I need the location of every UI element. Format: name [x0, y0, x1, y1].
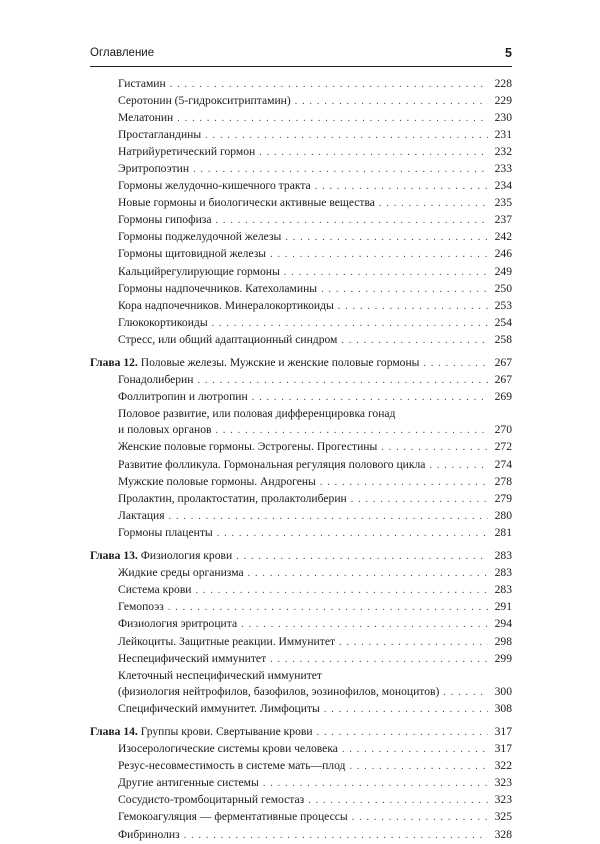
dot-leader	[197, 373, 488, 389]
dot-leader	[351, 492, 488, 508]
toc-entry-title: Резус-несовместимость в системе мать—плод	[118, 759, 346, 773]
toc-entry-page: 308	[494, 701, 512, 715]
toc-entry[interactable]	[90, 372, 512, 389]
running-header	[90, 47, 512, 63]
header-rule	[90, 66, 512, 67]
toc-entry-title: Стресс, или общий адаптационный синдром	[118, 332, 338, 346]
toc-entry[interactable]	[90, 332, 512, 349]
toc-entry-page: 291	[494, 600, 512, 614]
toc-entry-title: Гормоны надпочечников. Катехоламины	[118, 281, 318, 295]
toc-entry-title: Другие антигенные системы	[118, 776, 259, 790]
toc-entry-title: Жидкие среды организма	[118, 566, 244, 580]
toc-entry-title: Гормоны плаценты	[118, 525, 213, 539]
toc-entry[interactable]	[90, 565, 512, 582]
dot-leader	[423, 356, 488, 372]
toc-entry-page: 280	[494, 508, 512, 522]
dot-leader	[284, 265, 488, 281]
toc-entry-title: Гемопоэз	[118, 600, 164, 614]
dot-leader	[217, 526, 488, 542]
toc-entry-title: Фибринолиз	[118, 827, 180, 841]
dot-leader	[184, 828, 488, 844]
toc-entry-title: Мелатонин	[118, 111, 174, 125]
dot-leader	[196, 583, 488, 599]
toc-entry-title: Пролактин, пролактостатин, пролактолиберин	[118, 491, 347, 505]
chapter-page: 267	[494, 356, 512, 370]
chapter-heading-text	[90, 724, 313, 740]
toc-entry-title-line1[interactable]: Половое развитие, или половая дифференцировка гонад	[118, 407, 396, 421]
chapter-page: 283	[494, 549, 512, 563]
toc-entry[interactable]	[90, 827, 512, 844]
dot-leader	[252, 390, 488, 406]
toc-entry-title: Фоллитропин и лютропин	[118, 390, 248, 404]
toc-entry[interactable]	[90, 93, 512, 110]
dot-leader	[315, 179, 488, 195]
dot-leader	[352, 810, 488, 826]
toc-entry[interactable]	[90, 127, 512, 144]
toc-chapter-14	[90, 724, 512, 843]
dot-leader	[341, 333, 488, 349]
toc-entry[interactable]	[90, 439, 512, 456]
toc-entry[interactable]	[90, 809, 512, 826]
toc-entry-title: Специфический иммунитет. Лимфоциты	[118, 701, 320, 715]
toc-entry-title: Гистамин	[118, 77, 166, 90]
chapter-heading-text	[90, 548, 232, 564]
toc-entry[interactable]	[90, 246, 512, 263]
toc-entry-page: 272	[494, 440, 512, 454]
dot-leader	[263, 776, 488, 792]
table-of-contents	[90, 76, 512, 844]
dot-leader	[308, 793, 488, 809]
toc-entry-page: 294	[494, 617, 512, 631]
page-number: 5	[505, 46, 512, 60]
dot-leader	[241, 617, 488, 633]
toc-entry-title: Мужские половые гормоны. Андрогены	[118, 474, 316, 488]
toc-entry[interactable]	[90, 161, 512, 178]
toc-entry-title: Развитие фолликула. Гормональная регуляция полового цикла	[118, 457, 426, 471]
toc-entry-page: 323	[494, 776, 512, 790]
toc-entry[interactable]	[90, 599, 512, 616]
toc-entry[interactable]	[90, 389, 512, 406]
toc-entry-page: 283	[494, 583, 512, 597]
toc-entry[interactable]	[90, 264, 512, 281]
dot-leader	[324, 702, 488, 718]
toc-entry-title: Женские половые гормоны. Эстрогены. Прогестины	[118, 440, 378, 454]
toc-entry[interactable]	[90, 651, 512, 668]
toc-entry[interactable]	[90, 684, 512, 701]
toc-entry-title: Новые гормоны и биологически активные вещества	[118, 196, 375, 210]
toc-entry-page: 250	[494, 281, 512, 295]
dot-leader	[168, 600, 488, 616]
toc-entry-page: 234	[494, 179, 512, 193]
toc-entry[interactable]	[90, 582, 512, 599]
dot-leader	[321, 282, 488, 298]
toc-entry[interactable]	[90, 758, 512, 775]
chapter-heading-text	[90, 355, 419, 371]
toc-entry[interactable]	[90, 76, 512, 93]
toc-entry[interactable]	[90, 457, 512, 474]
toc-entry-title-line2: (физиология нейтрофилов, базофилов, эозинофилов, моноцитов)	[118, 684, 440, 698]
dot-leader	[248, 566, 488, 582]
toc-entry-title: Сосудисто-тромбоцитарный гемостаз	[118, 793, 305, 807]
toc-entry[interactable]	[90, 178, 512, 195]
toc-entry[interactable]	[90, 315, 512, 332]
toc-entry-page: 231	[494, 128, 512, 142]
chapter-label: Глава 13.	[90, 549, 138, 563]
toc-entry-page: 279	[494, 491, 512, 505]
toc-entry[interactable]	[90, 212, 512, 229]
chapter-title: Физиология крови	[140, 549, 233, 563]
dot-leader	[379, 196, 488, 212]
dot-leader	[295, 94, 488, 110]
toc-entry-page: 298	[494, 634, 512, 648]
dot-leader	[169, 509, 488, 525]
dot-leader	[236, 549, 488, 565]
toc-entry-page: 270	[494, 423, 512, 437]
toc-entry-title: Гормоны щитовидной железы	[118, 247, 267, 261]
dot-leader	[193, 162, 488, 178]
chapter-title: Группы крови. Свертывание крови	[140, 725, 313, 739]
dot-leader	[443, 685, 488, 701]
toc-entry-title: Кальцийрегулирующие гормоны	[118, 264, 280, 278]
chapter-title: Половые железы. Мужские и женские половые гормоны	[140, 356, 420, 370]
toc-entry-page: 274	[494, 457, 512, 471]
running-header-title: Оглавление	[90, 47, 155, 59]
toc-chapter-13	[90, 548, 512, 717]
dot-leader	[320, 475, 488, 491]
toc-entry-page: 249	[494, 264, 512, 278]
dot-leader	[317, 725, 488, 741]
dot-leader	[349, 759, 488, 775]
toc-entry[interactable]	[90, 491, 512, 508]
dot-leader	[270, 652, 488, 668]
toc-entry-page: 322	[494, 759, 512, 773]
toc-entry-page: 299	[494, 651, 512, 665]
toc-entry[interactable]	[90, 144, 512, 161]
dot-leader	[205, 128, 488, 144]
toc-entry[interactable]	[90, 229, 512, 246]
toc-entry-title: Кора надпочечников. Минералокортикоиды	[118, 298, 334, 312]
dot-leader	[429, 458, 488, 474]
chapter-heading[interactable]	[90, 355, 512, 372]
toc-entry[interactable]	[90, 508, 512, 525]
toc-entry[interactable]	[90, 775, 512, 792]
toc-entry[interactable]	[90, 281, 512, 298]
toc-entry-page: 328	[494, 827, 512, 841]
toc-entry-page: 317	[494, 742, 512, 756]
toc-entry-page: 237	[494, 213, 512, 227]
toc-entry[interactable]	[90, 525, 512, 542]
dot-leader	[270, 247, 488, 263]
chapter-label: Глава 12.	[90, 356, 138, 370]
toc-entry-title-line1[interactable]: Клеточный неспецифический иммунитет	[118, 668, 322, 682]
toc-entry-page: 278	[494, 474, 512, 488]
toc-entry-page: 242	[494, 230, 512, 244]
chapter-heading[interactable]	[90, 724, 512, 741]
toc-entry-title: Глюкокортикоиды	[118, 315, 208, 329]
dot-leader	[342, 742, 488, 758]
toc-entry[interactable]	[90, 422, 512, 439]
toc-entry-title: Эритропоэтин	[118, 162, 190, 176]
toc-entry-title: Простагландины	[118, 128, 202, 142]
toc-entry-page: 228	[494, 77, 512, 90]
toc-entry-title: Натрийуретический гормон	[118, 145, 256, 159]
toc-entry-page: 246	[494, 247, 512, 261]
dot-leader	[216, 213, 488, 229]
dot-leader	[339, 635, 488, 651]
dot-leader	[170, 77, 488, 93]
dot-leader	[285, 230, 488, 246]
toc-entry-page: 233	[494, 162, 512, 176]
dot-leader	[215, 423, 488, 439]
toc-entry-page: 230	[494, 111, 512, 125]
toc-entry-title: Лактация	[118, 508, 165, 522]
toc-entry-page: 283	[494, 566, 512, 580]
toc-entry-page: 258	[494, 332, 512, 346]
toc-entry-title: Гемокоагуляция — ферментативные процессы	[118, 810, 348, 824]
dot-leader	[177, 111, 488, 127]
chapter-page: 317	[494, 725, 512, 739]
toc-entry-page: 281	[494, 525, 512, 539]
toc-entry-title: Гормоны желудочно-кишечного тракта	[118, 179, 311, 193]
dot-leader	[381, 440, 488, 456]
toc-entry-page: 232	[494, 145, 512, 159]
toc-entry-page: 269	[494, 390, 512, 404]
toc-entry-title: Изосерологические системы крови человека	[118, 742, 338, 756]
toc-entry-title: Неспецифический иммунитет	[118, 651, 267, 665]
toc-entry-title: Гонадолиберин	[118, 373, 194, 387]
toc-entry[interactable]	[90, 701, 512, 718]
toc-entry-page: 229	[494, 94, 512, 108]
toc-entry[interactable]	[90, 616, 512, 633]
toc-entry-title: Гормоны поджелудочной железы	[118, 230, 282, 244]
toc-entry[interactable]	[90, 110, 512, 127]
toc-entry-title-line2: и половых органов	[118, 423, 212, 437]
dot-leader	[259, 145, 488, 161]
toc-entry[interactable]	[90, 634, 512, 651]
toc-entry[interactable]	[90, 195, 512, 212]
toc-entry-page: 300	[494, 684, 512, 698]
toc-entry-title: Физиология эритроцита	[118, 617, 238, 631]
toc-entry-title: Гормоны гипофиза	[118, 213, 212, 227]
toc-entry-page: 254	[494, 315, 512, 329]
chapter-heading[interactable]	[90, 548, 512, 565]
chapter-label: Глава 14.	[90, 725, 138, 739]
toc-entry-title: Система крови	[118, 583, 192, 597]
toc-entry[interactable]	[90, 298, 512, 315]
dot-leader	[212, 316, 488, 332]
toc-entry[interactable]	[90, 474, 512, 491]
toc-entry-page: 253	[494, 298, 512, 312]
toc-entry-page: 235	[494, 196, 512, 210]
dot-leader	[338, 299, 488, 315]
toc-entry-title: Лейкоциты. Защитные реакции. Иммунитет	[118, 634, 336, 648]
toc-entry-page: 325	[494, 810, 512, 824]
toc-section-hormones	[90, 76, 512, 349]
toc-entry[interactable]	[90, 792, 512, 809]
toc-chapter-12	[90, 355, 512, 542]
toc-entry-page: 267	[494, 373, 512, 387]
toc-entry-title: Серотонин (5-гидрокситриптамин)	[118, 94, 291, 108]
toc-entry-page: 323	[494, 793, 512, 807]
